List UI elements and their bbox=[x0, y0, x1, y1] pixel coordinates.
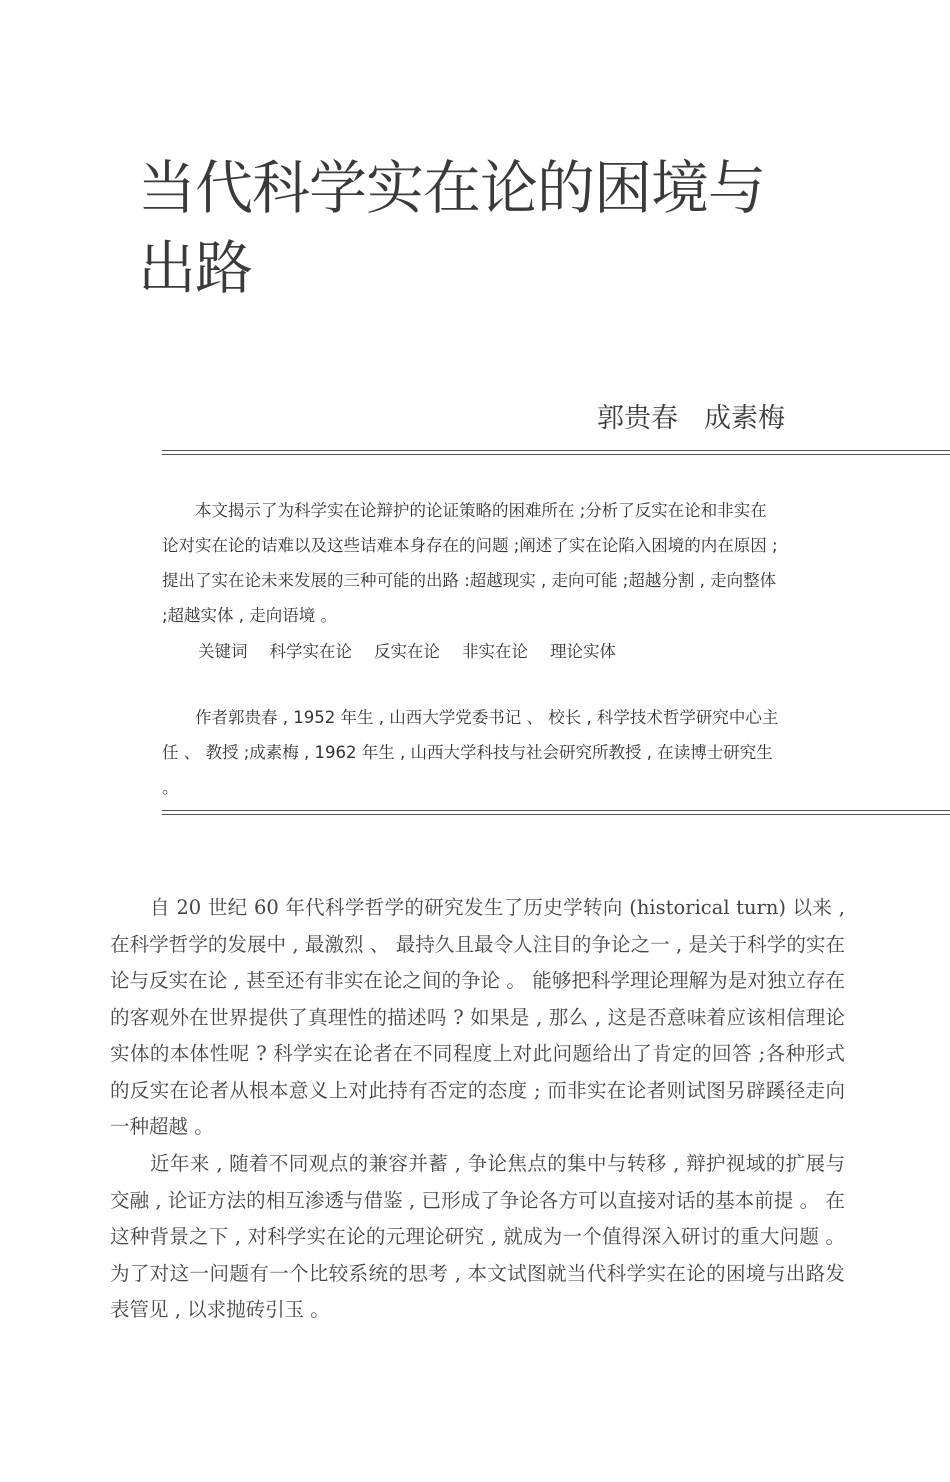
keywords-label: 关键词 bbox=[198, 642, 248, 661]
keyword: 科学实在论 bbox=[269, 642, 352, 661]
author-line bbox=[597, 401, 785, 437]
keyword: 非实在论 bbox=[462, 642, 528, 661]
abstract-text: 本文揭示了为科学实在论辩护的论证策略的困难所在 ;分析了反实在论和非实在论对实在论的诘难以及这些诘难本身存在的问题 ;阐述了实在论陷入困境的内在原因 ;提出了实在论未来发展的三种可能的出路 :超越现实 , 走向可能 ;超越分割 , 走向整体 ;超越实体 , 走向语境 。 bbox=[162, 501, 778, 625]
author-name: 成素梅 bbox=[704, 403, 785, 434]
body-paragraph: 自 20 世纪 60 年代科学哲学的研究发生了历史学转向 (historical turn) 以来 , 在科学哲学的发展中 , 最激烈 、 最持久且最令人注目的争论之一 , 是关于科学的实在论与反实在论 , 甚至还有非实在论之间的争论 。 能够把科学理论理解为是对独立存在的客观外在世界提供了真理性的描述吗 ? 如果是 , 那么 , 这是否意味着应该相信理论实体的本体性呢 ? 科学实在论者在不同程度上对此问题给出了肯定的回答 ;各种形式的反实在论者从根本意义上对此持有否定的态度 ; 而非实在论者则试图另辟蹊径走向一种超越 。 bbox=[110, 896, 845, 1138]
double-rule-divider bbox=[162, 810, 950, 815]
body-paragraph: 近年来 , 随着不同观点的兼容并蓄 , 争论焦点的集中与转移 , 辩护视域的扩展与交融 , 论证方法的相互渗透与借鉴 , 已形成了争论各方可以直接对话的基本前提 。 在这种背景之下 , 对科学实在论的元理论研究 , 就成为一个值得深入研讨的重大问题 。 为了对这一问题有一个比较系统的思考 , 本文试图就当代科学实在论的困境与出路发表管见 , 以求抛砖引玉 。 bbox=[110, 1152, 845, 1321]
keywords-line bbox=[162, 634, 816, 669]
keyword: 反实在论 bbox=[374, 642, 440, 661]
double-rule-divider bbox=[162, 450, 950, 455]
author-name: 郭贵春 bbox=[597, 403, 678, 434]
author-info: 作者郭贵春 , 1952 年生 , 山西大学党委书记 、 校长 , 科学技术哲学研究中心主任 、 教授 ;成素梅 , 1962 年生 , 山西大学科技与社会研究所教授 , 在读博士研究生 。 bbox=[162, 708, 779, 797]
article-title: 当代科学实在论的困境与出路 bbox=[138, 154, 766, 302]
keyword: 理论实体 bbox=[550, 642, 616, 661]
